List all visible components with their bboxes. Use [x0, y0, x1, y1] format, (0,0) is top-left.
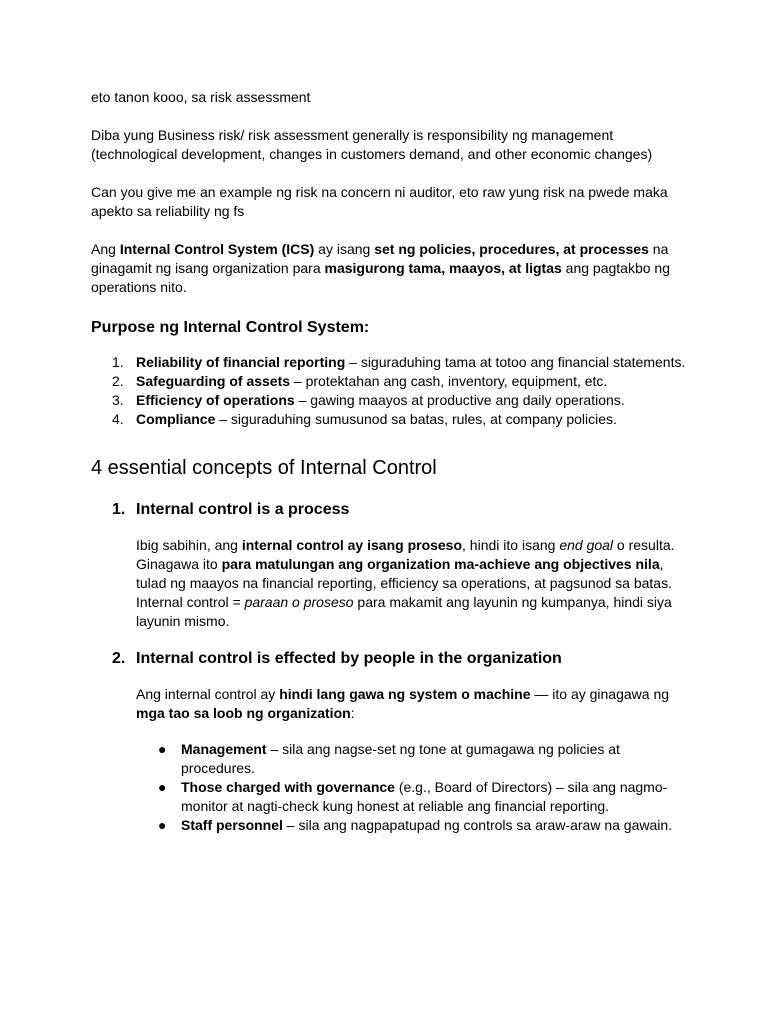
concept-1-text: o resulta. Ginagawa ito — [136, 537, 675, 572]
ics-bold-definition: set ng policies, procedures, at processes — [374, 241, 649, 257]
bullet-text: (e.g., Board of Directors) – sila ang nagmo-monitor at nagti-check kung honest at reliable ang financial reporting. — [181, 779, 668, 814]
concept-1-text: Ibig sabihin, ang — [136, 537, 242, 553]
purpose-item-text: – siguraduhing tama at totoo ang financial statements. — [345, 354, 686, 370]
concept-2-text: Ang internal control ay — [136, 686, 280, 702]
ics-bold-purpose: masigurong tama, maayos, at ligtas — [324, 260, 562, 276]
document-page — [91, 88, 691, 835]
purpose-item — [91, 391, 691, 410]
purpose-item — [91, 410, 691, 429]
intro-line-1: eto tanon kooo, sa risk assessment — [91, 89, 311, 105]
intro-line-3: Can you give me an example ng risk na concern ni auditor, eto raw yung risk na pwede maka apekto sa reliability ng fs — [91, 184, 668, 219]
bullet-text: – sila ang nagpapatupad ng controls sa araw-araw na gawain. — [282, 817, 673, 833]
purpose-heading: Purpose ng Internal Control System: — [91, 319, 370, 336]
ics-text-4: ang pagtakbo ng operations nito. — [91, 260, 671, 295]
concepts-heading: 4 essential concepts of Internal Control — [91, 457, 437, 479]
concept-2-text: : — [350, 705, 355, 721]
concept-title-text: Internal control is a process — [136, 501, 350, 518]
concept-1-bold: internal control ay isang proseso — [241, 537, 463, 553]
concept-1-bold: para matulungan ang organization ma-achieve ang objectives nila — [221, 556, 660, 572]
concept-1-body — [91, 536, 691, 631]
bullet-item — [91, 816, 681, 835]
purpose-item-title: Efficiency of operations — [136, 392, 295, 408]
bullet-item — [91, 778, 681, 816]
list-number: 1. — [112, 354, 124, 370]
purpose-item-text: – protektahan ang cash, inventory, equipment, etc. — [290, 373, 608, 389]
ics-definition-paragraph — [91, 240, 691, 297]
purpose-list — [91, 353, 691, 429]
concept-1-italic: end goal — [559, 537, 614, 553]
list-number: 3. — [112, 392, 124, 408]
concept-1-text: para makamit ang layunin ng kumpanya, hindi siya layunin mismo. — [136, 594, 672, 629]
concept-number: 2. — [112, 650, 126, 667]
bullet-icon: ● — [158, 817, 167, 833]
purpose-item-title: Safeguarding of assets — [136, 373, 291, 389]
bullet-item — [91, 740, 681, 778]
list-number: 4. — [112, 411, 124, 427]
purpose-item-text: – siguraduhing sumusunod sa batas, rules, at company policies. — [215, 411, 617, 427]
purpose-item-title: Compliance — [136, 411, 216, 427]
concept-2-bold: mga tao sa loob ng organization — [136, 705, 351, 721]
ics-text-1: Ang — [91, 241, 120, 257]
concept-2-text: — ito ay ginagawa ng — [530, 686, 670, 702]
concept-title-text: Internal control is effected by people in the organization — [136, 650, 562, 667]
concept-1-text: , tulad ng maayos na financial reporting, efficiency sa operations, at pagsunod sa batas. Internal control = — [136, 556, 672, 610]
bullet-text: – sila ang nagse-set ng tone at gumagawa ng policies at procedures. — [181, 741, 620, 776]
ics-text-2: ay isang — [314, 241, 375, 257]
concept-1 — [91, 499, 691, 631]
concept-2 — [91, 648, 691, 835]
concept-1-italic: paraan o proseso — [244, 594, 354, 610]
bullet-icon: ● — [158, 741, 167, 757]
people-bullet-list — [91, 740, 691, 835]
bullet-title: Staff personnel — [181, 817, 283, 833]
bullet-title: Management — [181, 741, 267, 757]
purpose-item-text: – gawing maayos at productive ang daily operations. — [294, 392, 625, 408]
concept-number: 1. — [112, 501, 126, 518]
concept-1-text: , hindi ito isang — [462, 537, 560, 553]
purpose-item-title: Reliability of financial reporting — [136, 354, 346, 370]
concept-1-title — [91, 499, 691, 521]
ics-text-3: na ginagamit ng isang organization para — [91, 241, 669, 276]
concept-2-title — [91, 648, 691, 670]
bullet-icon: ● — [158, 779, 167, 795]
bullet-title: Those charged with governance — [181, 779, 395, 795]
intro-line-2: Diba yung Business risk/ risk assessment generally is responsibility ng management (technological development, changes in customers demand, and other economic changes) — [91, 127, 653, 162]
purpose-item — [91, 353, 691, 372]
concept-2-bold: hindi lang gawa ng system o machine — [279, 686, 531, 702]
ics-bold-term: Internal Control System (ICS) — [119, 241, 315, 257]
purpose-item — [91, 372, 691, 391]
list-number: 2. — [112, 373, 124, 389]
concept-2-body — [91, 685, 691, 723]
